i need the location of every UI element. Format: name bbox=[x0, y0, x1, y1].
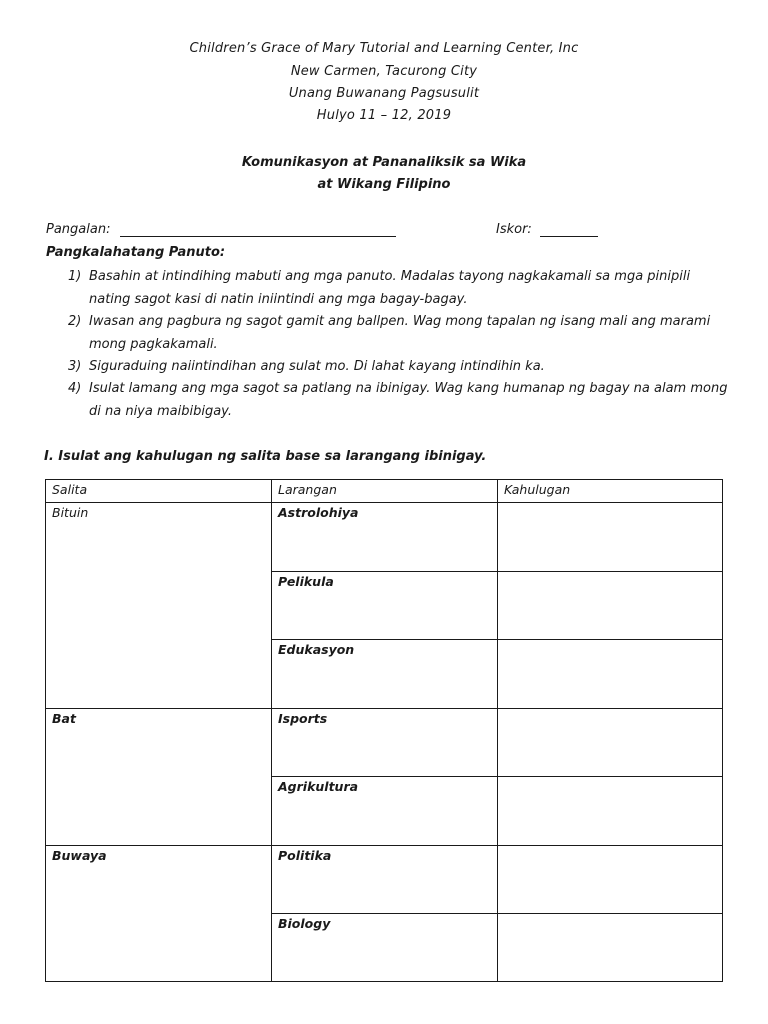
field-cell: Pelikula bbox=[271, 571, 497, 639]
score-label: Iskor: bbox=[496, 222, 532, 237]
field-cell: Edukasyon bbox=[271, 639, 497, 708]
header-kahulugan: Kahulugan bbox=[497, 479, 723, 502]
header-salita: Salita bbox=[45, 479, 271, 502]
instruction-text: Siguraduing naiintindihan ang sulat mo. Di lahat kayang intindihin ka. bbox=[89, 359, 545, 374]
exam-title: Unang Buwanang Pagsusulit bbox=[288, 86, 480, 101]
field-cell: Biology bbox=[271, 913, 497, 982]
instruction-text: Iwasan ang pagbura ng sagot gamit ang ballpen. Wag mong tapalan ng isang mali ang marami mong pagkakamali. bbox=[89, 314, 711, 352]
section-title: I. Isulat ang kahulugan ng salita base sa larangang ibinigay. bbox=[44, 449, 487, 464]
table-bottom-border bbox=[45, 981, 723, 982]
header-larangan: Larangan bbox=[271, 479, 497, 502]
instruction-item bbox=[68, 266, 728, 311]
answer-cell[interactable] bbox=[497, 639, 723, 708]
instruction-item bbox=[68, 356, 728, 379]
instruction-text: Isulat lamang ang mga sagot sa patlang na ibinigay. Wag kang humanap ng bagay na alam mong di na niya maibibigay. bbox=[89, 381, 728, 419]
answer-cell[interactable] bbox=[497, 913, 723, 982]
instruction-item bbox=[68, 311, 728, 356]
score-blank[interactable] bbox=[540, 236, 598, 237]
word-cell: Bat bbox=[45, 708, 271, 845]
answer-table bbox=[45, 479, 723, 982]
name-blank[interactable] bbox=[120, 236, 396, 237]
school-name: Children’s Grace of Mary Tutorial and Learning Center, Inc bbox=[189, 41, 579, 56]
instruction-number: 1) bbox=[68, 269, 82, 284]
word-cell: Buwaya bbox=[45, 845, 271, 982]
instruction-text: Basahin at intindihing mabuti ang mga panuto. Madalas tayong nagkakamali sa mga pinipili nating sagot kasi di natin iniintindi ang mga bagay-bagay. bbox=[89, 269, 691, 307]
answer-cell[interactable] bbox=[497, 708, 723, 776]
school-location: New Carmen, Tacurong City bbox=[290, 64, 478, 79]
instruction-number: 2) bbox=[68, 314, 82, 329]
field-cell: Isports bbox=[271, 708, 497, 776]
subject-title-line2: at Wikang Filipino bbox=[317, 177, 451, 192]
answer-cell[interactable] bbox=[497, 845, 723, 913]
table-right-border bbox=[722, 479, 723, 982]
instructions-title: Pangkalahatang Panuto: bbox=[46, 245, 226, 260]
instruction-number: 4) bbox=[68, 381, 82, 396]
subject-title-line1: Komunikasyon at Pananaliksik sa Wika bbox=[241, 155, 527, 170]
answer-cell[interactable] bbox=[497, 571, 723, 639]
word-cell: Bituin bbox=[45, 502, 271, 708]
name-label: Pangalan: bbox=[46, 222, 111, 237]
instruction-item bbox=[68, 378, 728, 423]
instruction-number: 3) bbox=[68, 359, 82, 374]
answer-cell[interactable] bbox=[497, 502, 723, 571]
field-cell: Agrikultura bbox=[271, 776, 497, 845]
answer-cell[interactable] bbox=[497, 776, 723, 845]
field-cell: Astrolohiya bbox=[271, 502, 497, 571]
exam-date: Hulyo 11 – 12, 2019 bbox=[316, 108, 452, 123]
field-cell: Politika bbox=[271, 845, 497, 913]
